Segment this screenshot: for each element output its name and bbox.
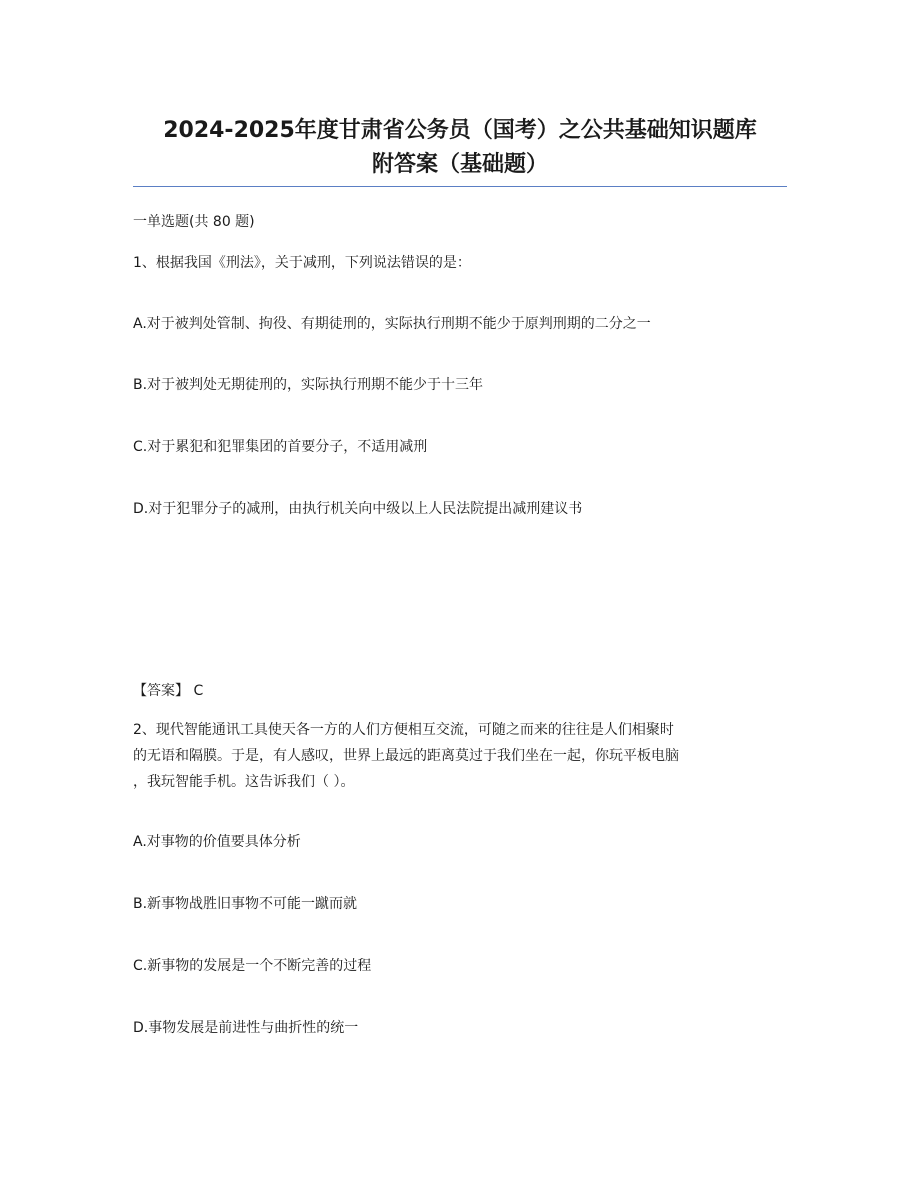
question-1-option-b: B.对于被判处无期徒刑的，实际执行刑期不能少于十三年 (133, 377, 484, 393)
question-1-stem: 1、根据我国《刑法》，关于减刑，下列说法错误的是： (133, 255, 471, 271)
question-1-answer: 【答案】 C (133, 683, 204, 699)
question-1-option-d: D.对于犯罪分子的减刑，由执行机关向中级以上人民法院提出减刑建议书 (133, 501, 583, 517)
question-1-option-c: C.对于累犯和犯罪集团的首要分子，不适用减刑 (133, 439, 428, 455)
question-2-stem-line-2: 的无语和隔膜。于是，有人感叹，世界上最远的距离莫过于我们坐在一起，你玩平板电脑 (133, 748, 679, 764)
question-1-option-a: A.对于被判处管制、拘役、有期徒刑的，实际执行刑期不能少于原判刑期的二分之一 (133, 316, 651, 332)
section-heading: 一单选题(共 80 题) (133, 214, 255, 230)
question-2-stem-line-1: 2、现代智能通讯工具使天各一方的人们方便相互交流，可随之而来的往往是人们相聚时 (133, 722, 674, 738)
question-2-option-c: C.新事物的发展是一个不断完善的过程 (133, 958, 372, 974)
question-2-option-d: D.事物发展是前进性与曲折性的统一 (133, 1020, 359, 1036)
document-title-line-1: 2024-2025年度甘肃省公务员（国考）之公共基础知识题库 (163, 118, 757, 143)
question-2-option-a: A.对事物的价值要具体分析 (133, 834, 301, 850)
question-2-stem-line-3: ，我玩智能手机。这告诉我们（ ）。 (133, 774, 355, 790)
title-divider (133, 186, 787, 187)
question-2-option-b: B.新事物战胜旧事物不可能一蹴而就 (133, 896, 358, 912)
document-title-line-2: 附答案（基础题） (371, 152, 548, 177)
